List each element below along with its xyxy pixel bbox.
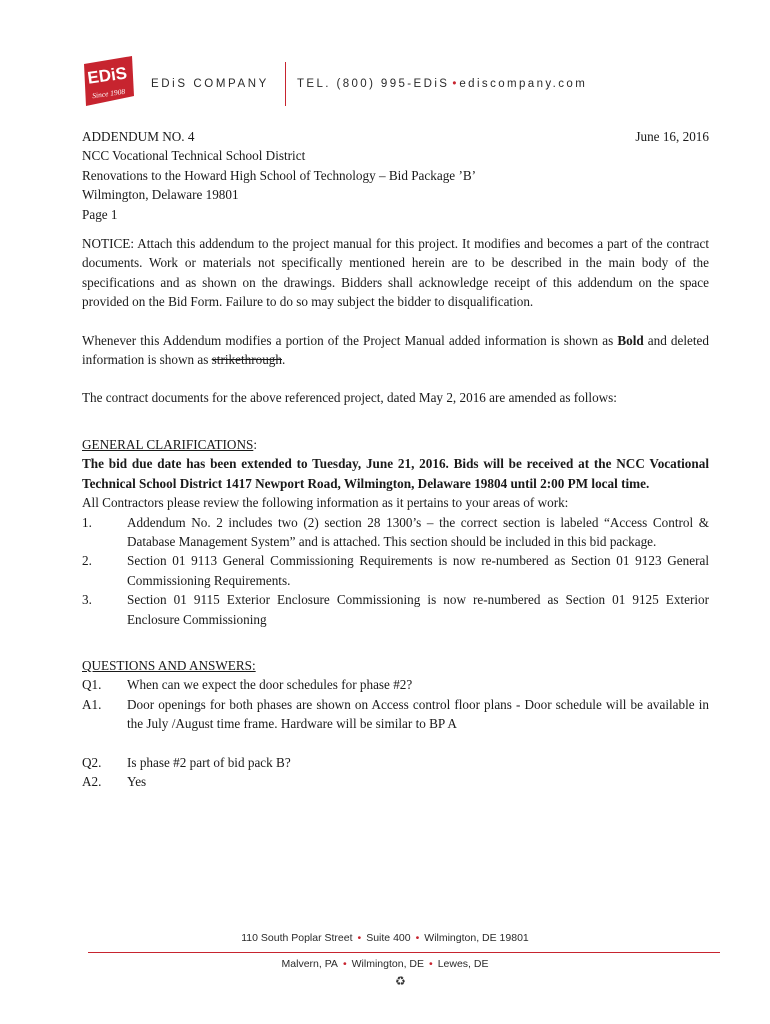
project-name: Renovations to the Howard High School of Technology – Bid Package ’B’ xyxy=(82,167,477,183)
question: Q2. Is phase #2 part of bid pack B? xyxy=(82,754,291,770)
company-name: EDiS COMPANY xyxy=(151,78,269,90)
strikethrough-example: strikethrough xyxy=(211,352,282,368)
general-clarifications-heading: GENERAL CLARIFICATIONS: xyxy=(82,436,257,452)
svg-text:Since 1908: Since 1908 xyxy=(91,86,126,101)
letterhead-divider xyxy=(285,62,286,106)
project-location: Wilmington, Delaware 19801 xyxy=(82,187,239,203)
bullet-icon: • xyxy=(429,958,433,970)
footer-divider xyxy=(88,952,720,953)
district-name: NCC Vocational Technical School District xyxy=(82,148,306,164)
bullet-icon: • xyxy=(342,958,347,970)
general-intro: All Contractors please review the following information as it pertains to your areas of work: xyxy=(82,495,569,511)
footer-offices: Malvern, PA • Wilmington, DE • Lewes, DE xyxy=(281,958,489,970)
svg-text:EDiS: EDiS xyxy=(86,63,129,88)
bullet-icon: • xyxy=(415,932,420,944)
website: ediscompany.com xyxy=(459,78,588,90)
list-item: 3. Section 01 9115 Exterior Enclosure Commissioning is now re-numbered as Section 01 9125 Exterior Enclosure Commissioning xyxy=(82,592,709,627)
question: Q1. When can we expect the door schedules for phase #2? xyxy=(82,677,413,693)
phone: TEL. (800) 995-EDiS xyxy=(297,78,450,90)
bullet-icon: • xyxy=(452,78,457,90)
addendum-body xyxy=(82,127,709,791)
list-item: 2. Section 01 9113 General Commissioning Requirements is now re-numbered as Section 01 9123 General Commissioning Requirements. xyxy=(82,553,709,588)
amended-paragraph: The contract documents for the above referenced project, dated May 2, 2016 are amended as follows: xyxy=(82,390,617,406)
notice-paragraph: NOTICE: Attach this addendum to the project manual for this project. It modifies and becomes a part of the contract documents. Work or materials not specifically mentioned herein are to be described in the main body of the specifications and as shown on the drawings. Bidders shall acknowledge receipt of this addendum on the space provided on the Bid Form. Failure to do so may subject the bidder to disqualification. xyxy=(82,236,709,310)
bullet-icon: • xyxy=(357,932,362,944)
footer-address: 110 South Poplar Street • Suite 400 • Wilmington, DE 19801 xyxy=(241,932,529,944)
addendum-date: June 16, 2016 xyxy=(635,129,709,144)
bid-date-notice: The bid due date has been extended to Tuesday, June 21, 2016. Bids will be received at the NCC Vocational Technical School District 1417 Newport Road, Wilmington, Delaware 19804 until 2:00 PM local time. xyxy=(82,456,709,491)
bold-example: Bold xyxy=(617,332,644,348)
edis-logo xyxy=(80,56,136,106)
answer: A1. Door openings for both phases are shown on Access control floor plans - Door schedule will be available in the July /August time frame. Hardware will be similar to BP A xyxy=(82,696,709,732)
answer: A2. Yes xyxy=(82,773,147,789)
addendum-number: ADDENDUM NO. 4 xyxy=(82,129,195,144)
letterhead-contact xyxy=(297,78,587,90)
modifies-paragraph: Whenever this Addendum modifies a portion of the Project Manual added information is shown as Bold and deleted information is shown as strikethrough. xyxy=(82,332,710,368)
list-item: 1. Addendum No. 2 includes two (2) section 28 1300’s – the correct section is labeled “Access Control & Database Management System” and is attached. This section should be included in this bid package. xyxy=(82,514,709,549)
page-number: Page 1 xyxy=(82,206,118,222)
recycle-icon: ♻ xyxy=(395,974,406,988)
questions-heading: QUESTIONS AND ANSWERS: xyxy=(82,657,256,673)
